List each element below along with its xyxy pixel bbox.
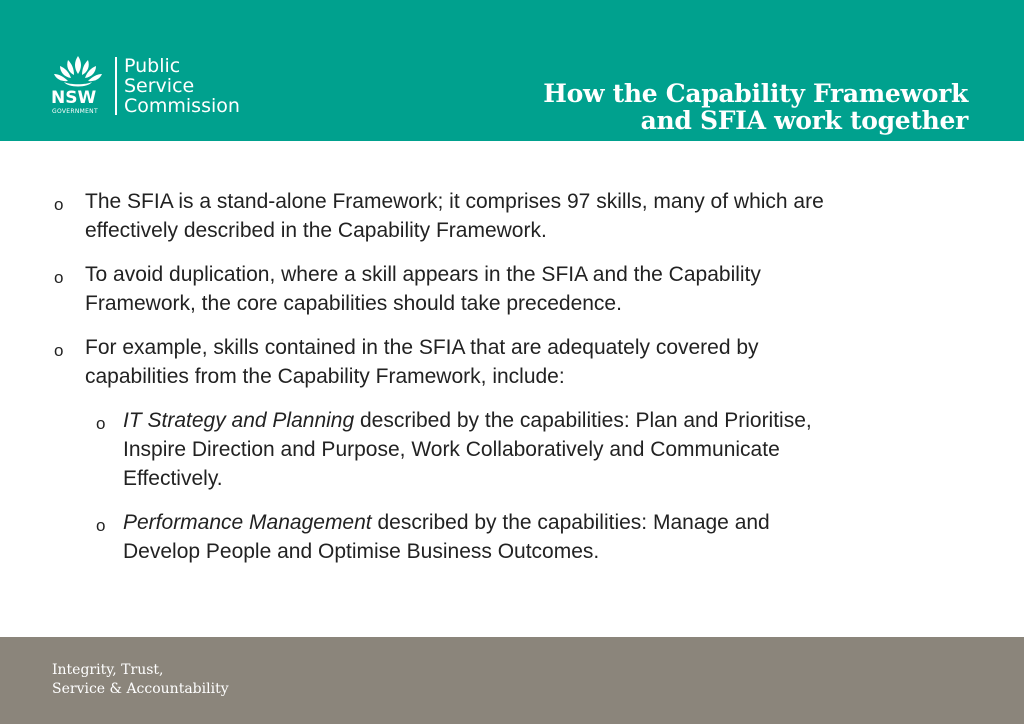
sub-bullet-text: described by the capabilities: Plan and Prioritise, xyxy=(354,409,812,432)
bullet-item xyxy=(85,187,824,245)
footer-tagline-line2: Service & Accountability xyxy=(52,681,229,697)
bullet-line: The SFIA is a stand-alone Framework; it comprises 97 skills, many of which are xyxy=(85,190,824,213)
commission-name xyxy=(124,56,240,116)
sub-bullet-line: Develop People and Optimise Business Outcomes. xyxy=(123,540,600,563)
bullet-line: Framework, the core capabilities should take precedence. xyxy=(85,292,622,315)
sub-bullet-marker: o xyxy=(96,414,106,433)
sub-bullet-item xyxy=(123,406,812,493)
bullet-line: For example, skills contained in the SFIA that are adequately covered by xyxy=(85,336,759,359)
bullet-marker: o xyxy=(54,195,64,214)
commission-name-line2: Service xyxy=(124,75,195,97)
sub-bullet-item xyxy=(123,508,770,566)
sub-bullet-term: IT Strategy and Planning xyxy=(123,409,355,432)
sub-bullet-line: Effectively. xyxy=(123,467,223,490)
sub-bullet-text: described by the capabilities: Manage and xyxy=(371,511,770,534)
footer-tagline xyxy=(52,661,229,699)
sub-bullet-line xyxy=(123,508,770,537)
logo-divider xyxy=(115,57,117,115)
slide-title-line1: How the Capability Framework xyxy=(543,79,968,108)
nsw-wordmark: NSW xyxy=(51,88,97,108)
bullet-line: capabilities from the Capability Framework, include: xyxy=(85,365,565,388)
bullet-item xyxy=(85,260,761,318)
sub-bullet-line xyxy=(123,406,812,435)
government-wordmark: GOVERNMENT xyxy=(52,108,98,115)
sub-bullet-marker: o xyxy=(96,516,106,535)
sub-bullet-term: Performance Management xyxy=(123,511,372,534)
commission-name-line3: Commission xyxy=(124,95,240,117)
slide-title xyxy=(448,80,968,134)
bullet-item xyxy=(85,333,759,391)
footer-tagline-line1: Integrity, Trust, xyxy=(52,662,164,678)
commission-name-line1: Public xyxy=(124,55,181,77)
bullet-line: To avoid duplication, where a skill appears in the SFIA and the Capability xyxy=(85,263,761,286)
slide-title-line2: and SFIA work together xyxy=(640,106,968,135)
header-bar xyxy=(0,0,1024,141)
sub-bullet-line: Inspire Direction and Purpose, Work Collaboratively and Communicate xyxy=(123,438,780,461)
bullet-marker: o xyxy=(54,268,64,287)
bullet-marker: o xyxy=(54,341,64,360)
bullet-line: effectively described in the Capability Framework. xyxy=(85,219,547,242)
